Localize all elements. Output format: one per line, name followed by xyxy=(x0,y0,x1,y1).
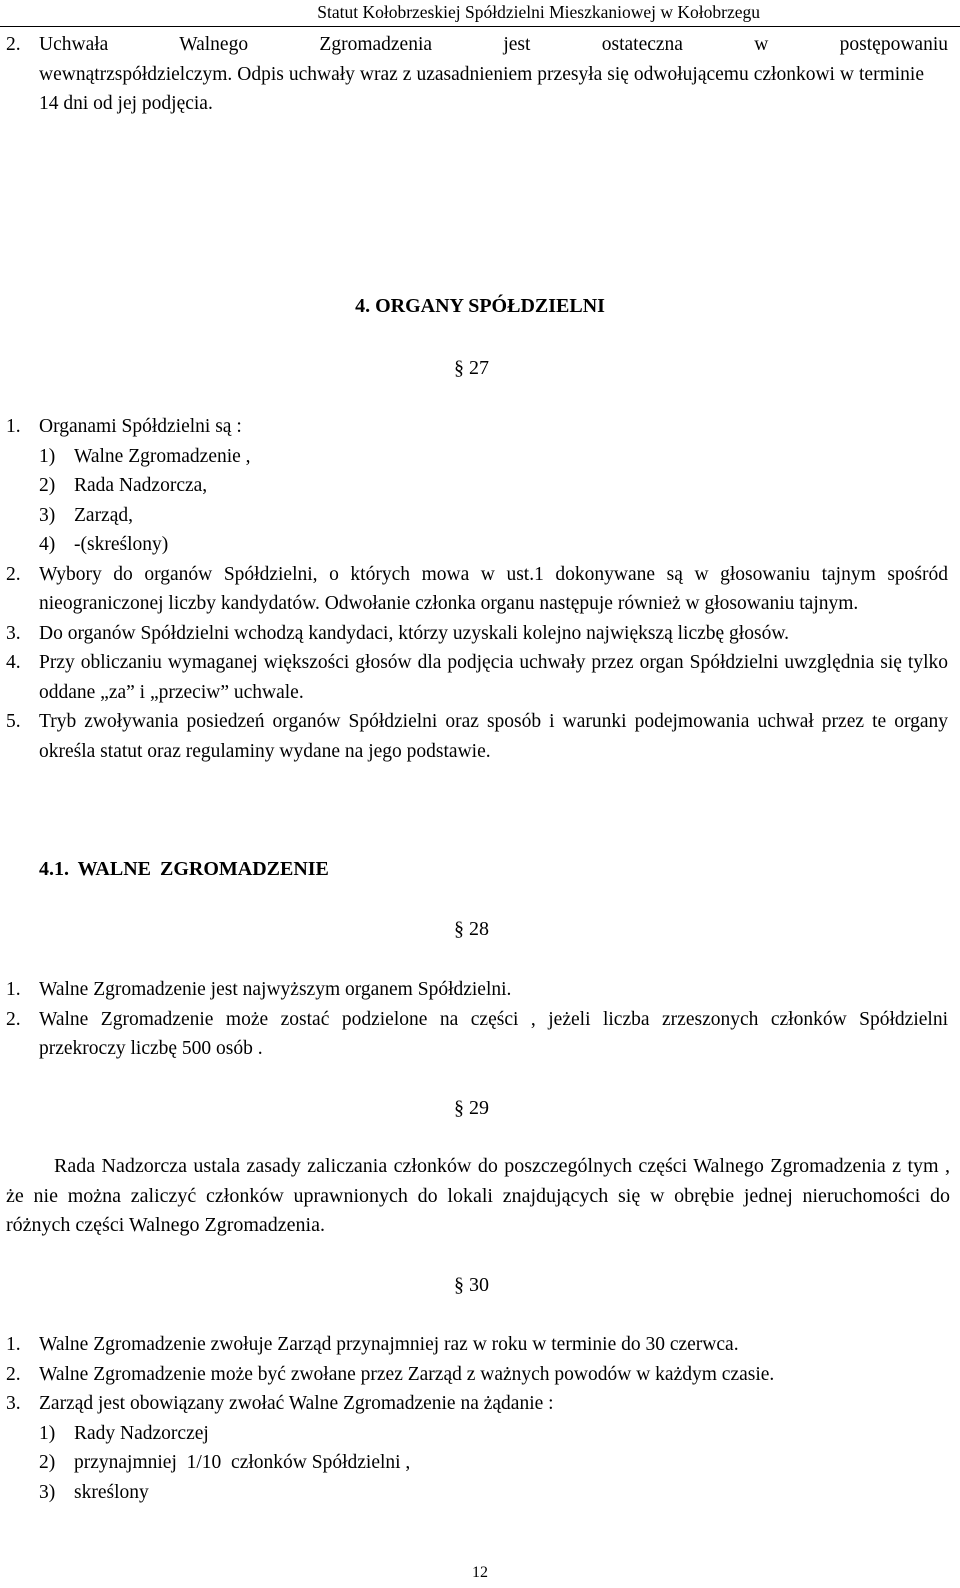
item-number: 2. xyxy=(6,1008,21,1030)
item-number: 5. xyxy=(6,711,21,732)
chapter-title: 4. ORGANY SPÓŁDZIELNI xyxy=(355,295,605,317)
sub-number: 1) xyxy=(39,445,56,467)
section-27-body xyxy=(6,412,948,766)
item-text: Walne Zgromadzenie może być zwołane przez Zarząd z ważnych powodów w każdym czasie. xyxy=(39,1363,775,1385)
running-header: Statut Kołobrzeskiej Spółdzielni Mieszkaniowej w Kołobrzegu xyxy=(317,2,760,22)
section-28-body xyxy=(6,975,948,1064)
item-text: Do organów Spółdzielni wchodzą kandydaci, którzy uzyskali kolejno największą liczbę głosów. xyxy=(39,622,790,644)
item-text: Walne Zgromadzenie może zostać podzielone na części , jeżeli liczba zrzeszonych członków Spółdzielni przekroczy liczbę 500 osób . xyxy=(39,1008,948,1059)
header-rule xyxy=(0,26,960,27)
top-item-2 xyxy=(6,30,948,119)
sub-text: -(skreślony) xyxy=(74,534,169,555)
sub-text: Rada Nadzorcza, xyxy=(74,475,208,496)
item-number: 2. xyxy=(6,1363,21,1385)
item-number: 2. xyxy=(6,563,21,585)
sub-number: 1) xyxy=(39,1422,56,1444)
sub-number: 3) xyxy=(39,504,56,526)
section-30-body xyxy=(6,1330,948,1507)
item-number: 3. xyxy=(6,622,21,644)
sub-text: skreślony xyxy=(74,1481,149,1503)
section-title: 4.1. WALNE ZGROMADZENIE xyxy=(39,858,329,880)
item-text: Organami Spółdzielni są : xyxy=(39,416,242,437)
page-number: 12 xyxy=(472,1564,488,1581)
item-number: 4. xyxy=(6,652,21,673)
section-29-text: Rada Nadzorcza ustala zasady zaliczania członków do poszczególnych części Walnego Zgromadzenia z tym , że nie można zaliczyć członków uprawnionych do lokali znajdujących się w obrębie jednej nieruchomości do różnych części Walnego Zgromadzenia. xyxy=(6,1155,950,1236)
sub-number: 2) xyxy=(39,475,56,496)
item-number: 1. xyxy=(6,416,21,437)
item-text: Tryb zwoływania posiedzeń organów Spółdzielni oraz sposób i warunki podejmowania uchwał przez te organy określa statut oraz regulaminy wydane na jego podstawie. xyxy=(39,711,948,762)
item-text: Wybory do organów Spółdzielni, o których mowa w ust.1 dokonywane są w głosowaniu tajnym spośród nieograniczonej liczby kandydatów. Odwołanie członka organu następuje również w głosowaniu tajnym. xyxy=(39,563,948,614)
sub-text: Zarząd, xyxy=(74,504,133,526)
item-number: 1. xyxy=(6,979,21,1000)
sub-number: 4) xyxy=(39,534,56,555)
item-text: wewnątrzspółdzielczym. Odpis uchwały wraz z uzasadnieniem przesyła się odwołującemu członkowi w terminie 14 dni od jej podjęcia. xyxy=(39,63,924,114)
item-text: Przy obliczaniu wymaganej większości głosów dla podjęcia uchwały przez organ Spółdzielni uwzględnia się tylko oddane „za” i „przeciw” uchwale. xyxy=(39,652,948,703)
sub-text: Rady Nadzorczej xyxy=(74,1422,209,1444)
sub-text: Walne Zgromadzenie , xyxy=(74,445,251,467)
paragraph-mark-29: § 29 xyxy=(454,1097,489,1119)
item-number: 3. xyxy=(6,1393,21,1414)
item-text: Walne Zgromadzenie jest najwyższym organem Spółdzielni. xyxy=(39,979,512,1000)
paragraph-mark-28: § 28 xyxy=(454,918,489,940)
paragraph-mark-27: § 27 xyxy=(454,357,489,379)
item-text: Zarząd jest obowiązany zwołać Walne Zgromadzenie na żądanie : xyxy=(39,1393,554,1414)
sub-text: przynajmniej 1/10 członków Spółdzielni , xyxy=(74,1452,411,1473)
item-number: 2. xyxy=(6,34,21,55)
item-line1: Uchwała Walnego Zgromadzenia jest ostateczna w postępowaniu xyxy=(39,34,948,55)
sub-number: 2) xyxy=(39,1452,56,1473)
item-text: Walne Zgromadzenie zwołuje Zarząd przynajmniej raz w roku w terminie do 30 czerwca. xyxy=(39,1334,739,1355)
paragraph-mark-30: § 30 xyxy=(454,1274,489,1296)
item-number: 1. xyxy=(6,1334,21,1355)
sub-number: 3) xyxy=(39,1481,56,1503)
